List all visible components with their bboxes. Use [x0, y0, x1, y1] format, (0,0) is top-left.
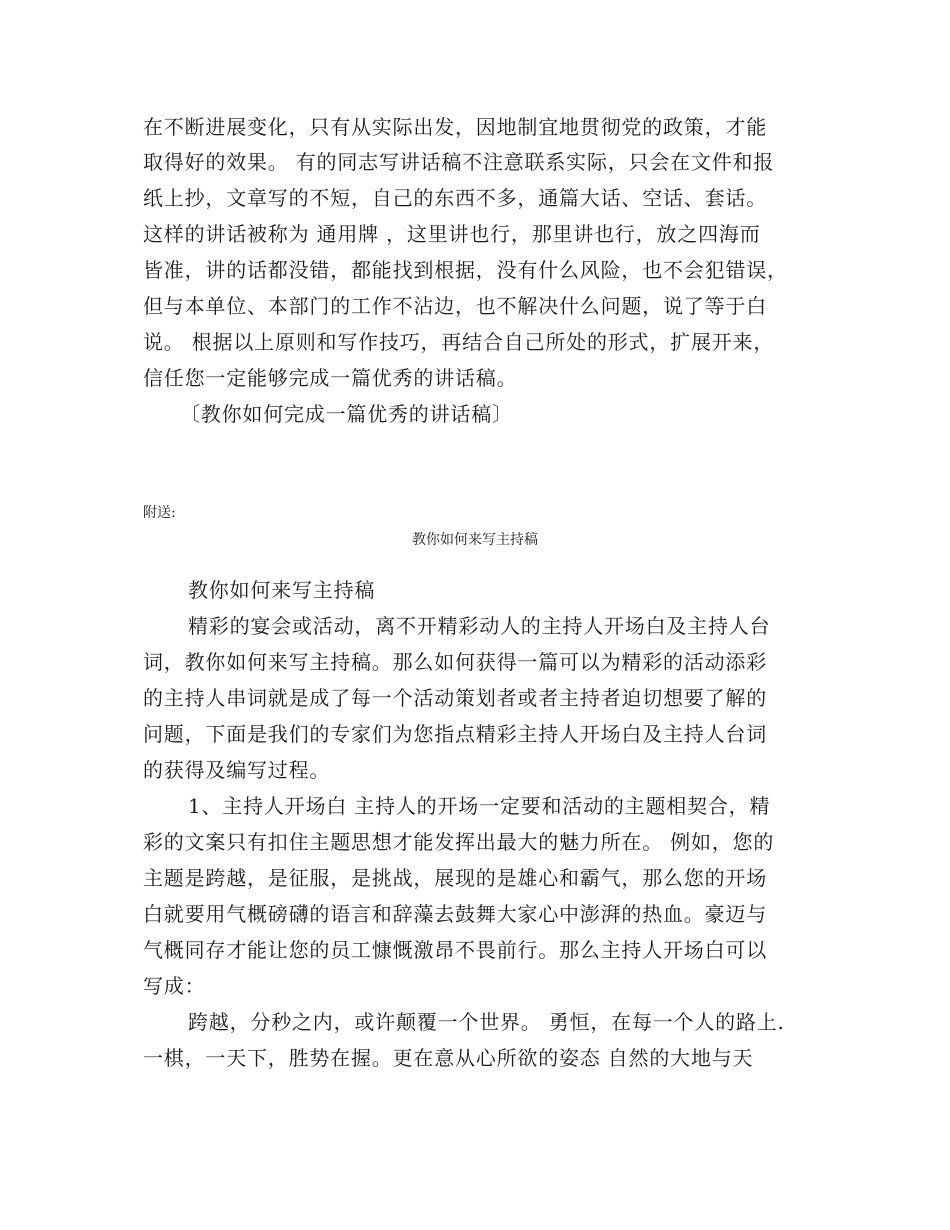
body-line: 这样的讲话被称为 通用牌 ，这里讲也行，那里讲也行，放之四海而	[143, 222, 761, 246]
body-line: 跨越，分秒之内，或许颠覆一个世界。 勇恒，在每一个人的路上.	[188, 1010, 785, 1034]
body-line: 1、主持人开场白 主持人的开场一定要和活动的主题相契合，精	[188, 794, 771, 818]
body-line: 信任您一定能够完成一篇优秀的讲话稿。	[143, 366, 518, 390]
body-line: 说。 根据以上原则和写作技巧，再结合自己所处的形式，扩展开来，	[143, 330, 775, 354]
appendix-label: 附送:	[143, 505, 176, 521]
section-heading: 教你如何来写主持稿	[188, 578, 376, 602]
body-line: 气概同存才能让您的员工慷慨激昂不畏前行。那么主持人开场白可以	[143, 938, 767, 962]
body-line: 皆准，讲的话都没错，都能找到根据，没有什么风险，也不会犯错误，	[143, 258, 788, 282]
body-line: 取得好的效果。 有的同志写讲话稿不注意联系实际，只会在文件和报	[143, 150, 775, 174]
body-line: 在不断进展变化，只有从实际出发，因地制宜地贯彻党的政策，才能	[143, 115, 767, 139]
body-line: 问题，下面是我们的专家们为您指点精彩主持人开场白及主持人台词	[143, 722, 767, 746]
section-caption: 〔教你如何完成一篇优秀的讲话稿〕	[180, 402, 513, 426]
body-line: 彩的文案只有扣住主题思想才能发挥出最大的魅力所在。 例如，您的	[143, 830, 775, 854]
body-line: 词，教你如何来写主持稿。那么如何获得一篇可以为精彩的活动添彩	[143, 650, 767, 674]
appendix-title: 教你如何来写主持稿	[412, 532, 538, 548]
body-line: 一棋，一天下，胜势在握。更在意从心所欲的姿态 自然的大地与天	[143, 1046, 754, 1070]
body-line: 纸上抄，文章写的不短，自己的东西不多，通篇大话、空话、套话。	[143, 186, 767, 210]
body-line: 白就要用气概磅礴的语言和辞藻去鼓舞大家心中澎湃的热血。豪迈与	[143, 902, 767, 926]
body-line: 写成：	[143, 974, 206, 998]
body-line: 的主持人串词就是成了每一个活动策划者或者主持者迫切想要了解的	[143, 686, 767, 710]
body-line: 精彩的宴会或活动，离不开精彩动人的主持人开场白及主持人台	[188, 614, 771, 638]
body-line: 但与本单位、本部门的工作不沾边，也不解决什么问题，说了等于白	[143, 294, 767, 318]
body-line: 的获得及编写过程。	[143, 758, 331, 782]
body-line: 主题是跨越，是征服，是挑战，展现的是雄心和霸气，那么您的开场	[143, 866, 767, 890]
